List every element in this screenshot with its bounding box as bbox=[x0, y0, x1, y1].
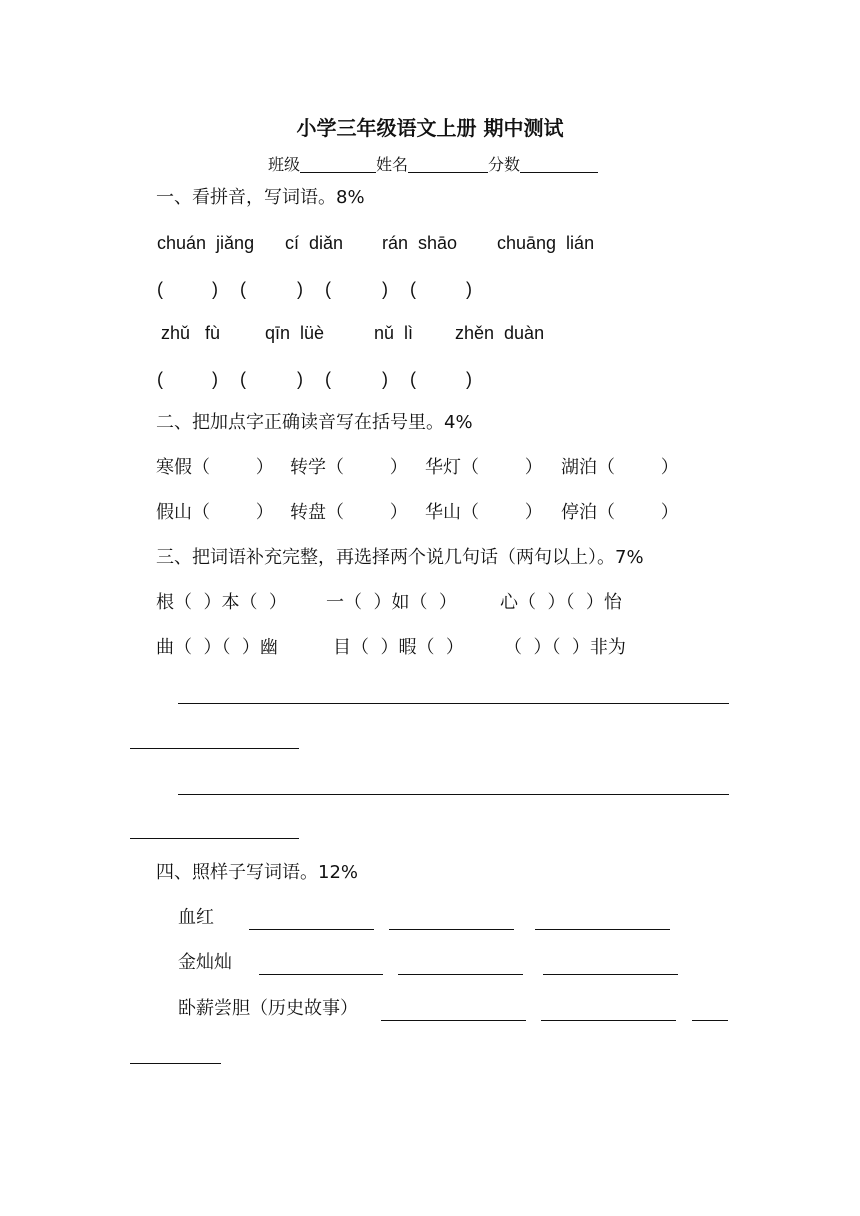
reading-item: 假山（ ） bbox=[156, 502, 274, 523]
pinyin-word: nǔ lì bbox=[374, 323, 414, 343]
idiom-item: 心（ ）（ ）怡 bbox=[500, 592, 622, 613]
idiom-item: 目（ ）暇（ ） bbox=[333, 637, 464, 658]
idiom-item: 一（ ）如（ ） bbox=[326, 592, 457, 613]
answer-paren-open: ( bbox=[240, 279, 246, 299]
answer-paren-open: ( bbox=[157, 369, 163, 389]
reading-item: 转学（ ） bbox=[290, 457, 408, 478]
idiom-item: （ ）（ ）非为 bbox=[504, 637, 626, 658]
reading-item: 停泊（ ） bbox=[561, 502, 679, 523]
answer-line[interactable] bbox=[543, 974, 678, 975]
pinyin-word: cí diǎn bbox=[285, 233, 344, 253]
answer-paren-open: ( bbox=[410, 369, 416, 389]
pinyin-word: rán shāo bbox=[382, 233, 458, 253]
section2-heading: 二、把加点字正确读音写在括号里。4% bbox=[156, 412, 473, 433]
name-label: 姓名 bbox=[376, 155, 409, 174]
pinyin-word: chuāng lián bbox=[497, 233, 595, 253]
answer-paren-close: ) bbox=[212, 369, 218, 389]
section1-heading: 一、看拼音，写词语。8% bbox=[156, 187, 365, 208]
class-blank[interactable] bbox=[300, 158, 376, 173]
reading-item: 华灯（ ） bbox=[425, 457, 543, 478]
answer-line[interactable] bbox=[259, 974, 383, 975]
answer-paren-close: ) bbox=[382, 369, 388, 389]
idiom-item: 根（ ）本（ ） bbox=[156, 592, 287, 613]
answer-paren-close: ) bbox=[382, 279, 388, 299]
class-label: 班级 bbox=[268, 155, 301, 174]
idiom-item: 曲（ ）（ ）幽 bbox=[156, 637, 278, 658]
answer-line[interactable] bbox=[130, 1063, 221, 1064]
score-label: 分数 bbox=[488, 155, 521, 174]
answer-line[interactable] bbox=[389, 929, 514, 930]
section3-heading: 三、把词语补充完整，再选择两个说几句话（两句以上）。7% bbox=[156, 547, 644, 568]
example-word: 卧薪尝胆（历史故事） bbox=[178, 998, 358, 1019]
name-blank[interactable] bbox=[408, 158, 488, 173]
answer-paren-open: ( bbox=[325, 279, 331, 299]
student-info-row bbox=[268, 157, 598, 173]
answer-paren-close: ) bbox=[466, 369, 472, 389]
answer-paren-open: ( bbox=[410, 279, 416, 299]
answer-line[interactable] bbox=[130, 748, 299, 749]
answer-paren-open: ( bbox=[325, 369, 331, 389]
example-word: 血红 bbox=[178, 907, 214, 928]
answer-line[interactable] bbox=[178, 794, 729, 795]
pinyin-word: qīn lüè bbox=[265, 323, 325, 343]
pinyin-word: chuán jiǎng bbox=[157, 233, 255, 253]
answer-paren-open: ( bbox=[240, 369, 246, 389]
answer-paren-close: ) bbox=[297, 369, 303, 389]
answer-line[interactable] bbox=[541, 1020, 676, 1021]
answer-line[interactable] bbox=[535, 929, 670, 930]
pinyin-word: zhǔ fù bbox=[161, 323, 221, 343]
answer-line[interactable] bbox=[692, 1020, 728, 1021]
reading-item: 华山（ ） bbox=[425, 502, 543, 523]
answer-paren-open: ( bbox=[157, 279, 163, 299]
answer-line[interactable] bbox=[249, 929, 374, 930]
pinyin-word: zhěn duàn bbox=[455, 323, 545, 343]
answer-paren-close: ) bbox=[212, 279, 218, 299]
section4-heading: 四、照样子写词语。12% bbox=[156, 862, 359, 883]
answer-paren-close: ) bbox=[297, 279, 303, 299]
score-blank[interactable] bbox=[520, 158, 598, 173]
example-word: 金灿灿 bbox=[178, 952, 232, 973]
page-title: 小学三年级语文上册 期中测试 bbox=[296, 116, 564, 140]
reading-item: 湖泊（ ） bbox=[561, 457, 679, 478]
answer-line[interactable] bbox=[398, 974, 523, 975]
answer-line[interactable] bbox=[178, 703, 729, 704]
reading-item: 寒假（ ） bbox=[156, 457, 274, 478]
answer-line[interactable] bbox=[130, 838, 299, 839]
answer-paren-close: ) bbox=[466, 279, 472, 299]
answer-line[interactable] bbox=[381, 1020, 526, 1021]
reading-item: 转盘（ ） bbox=[290, 502, 408, 523]
